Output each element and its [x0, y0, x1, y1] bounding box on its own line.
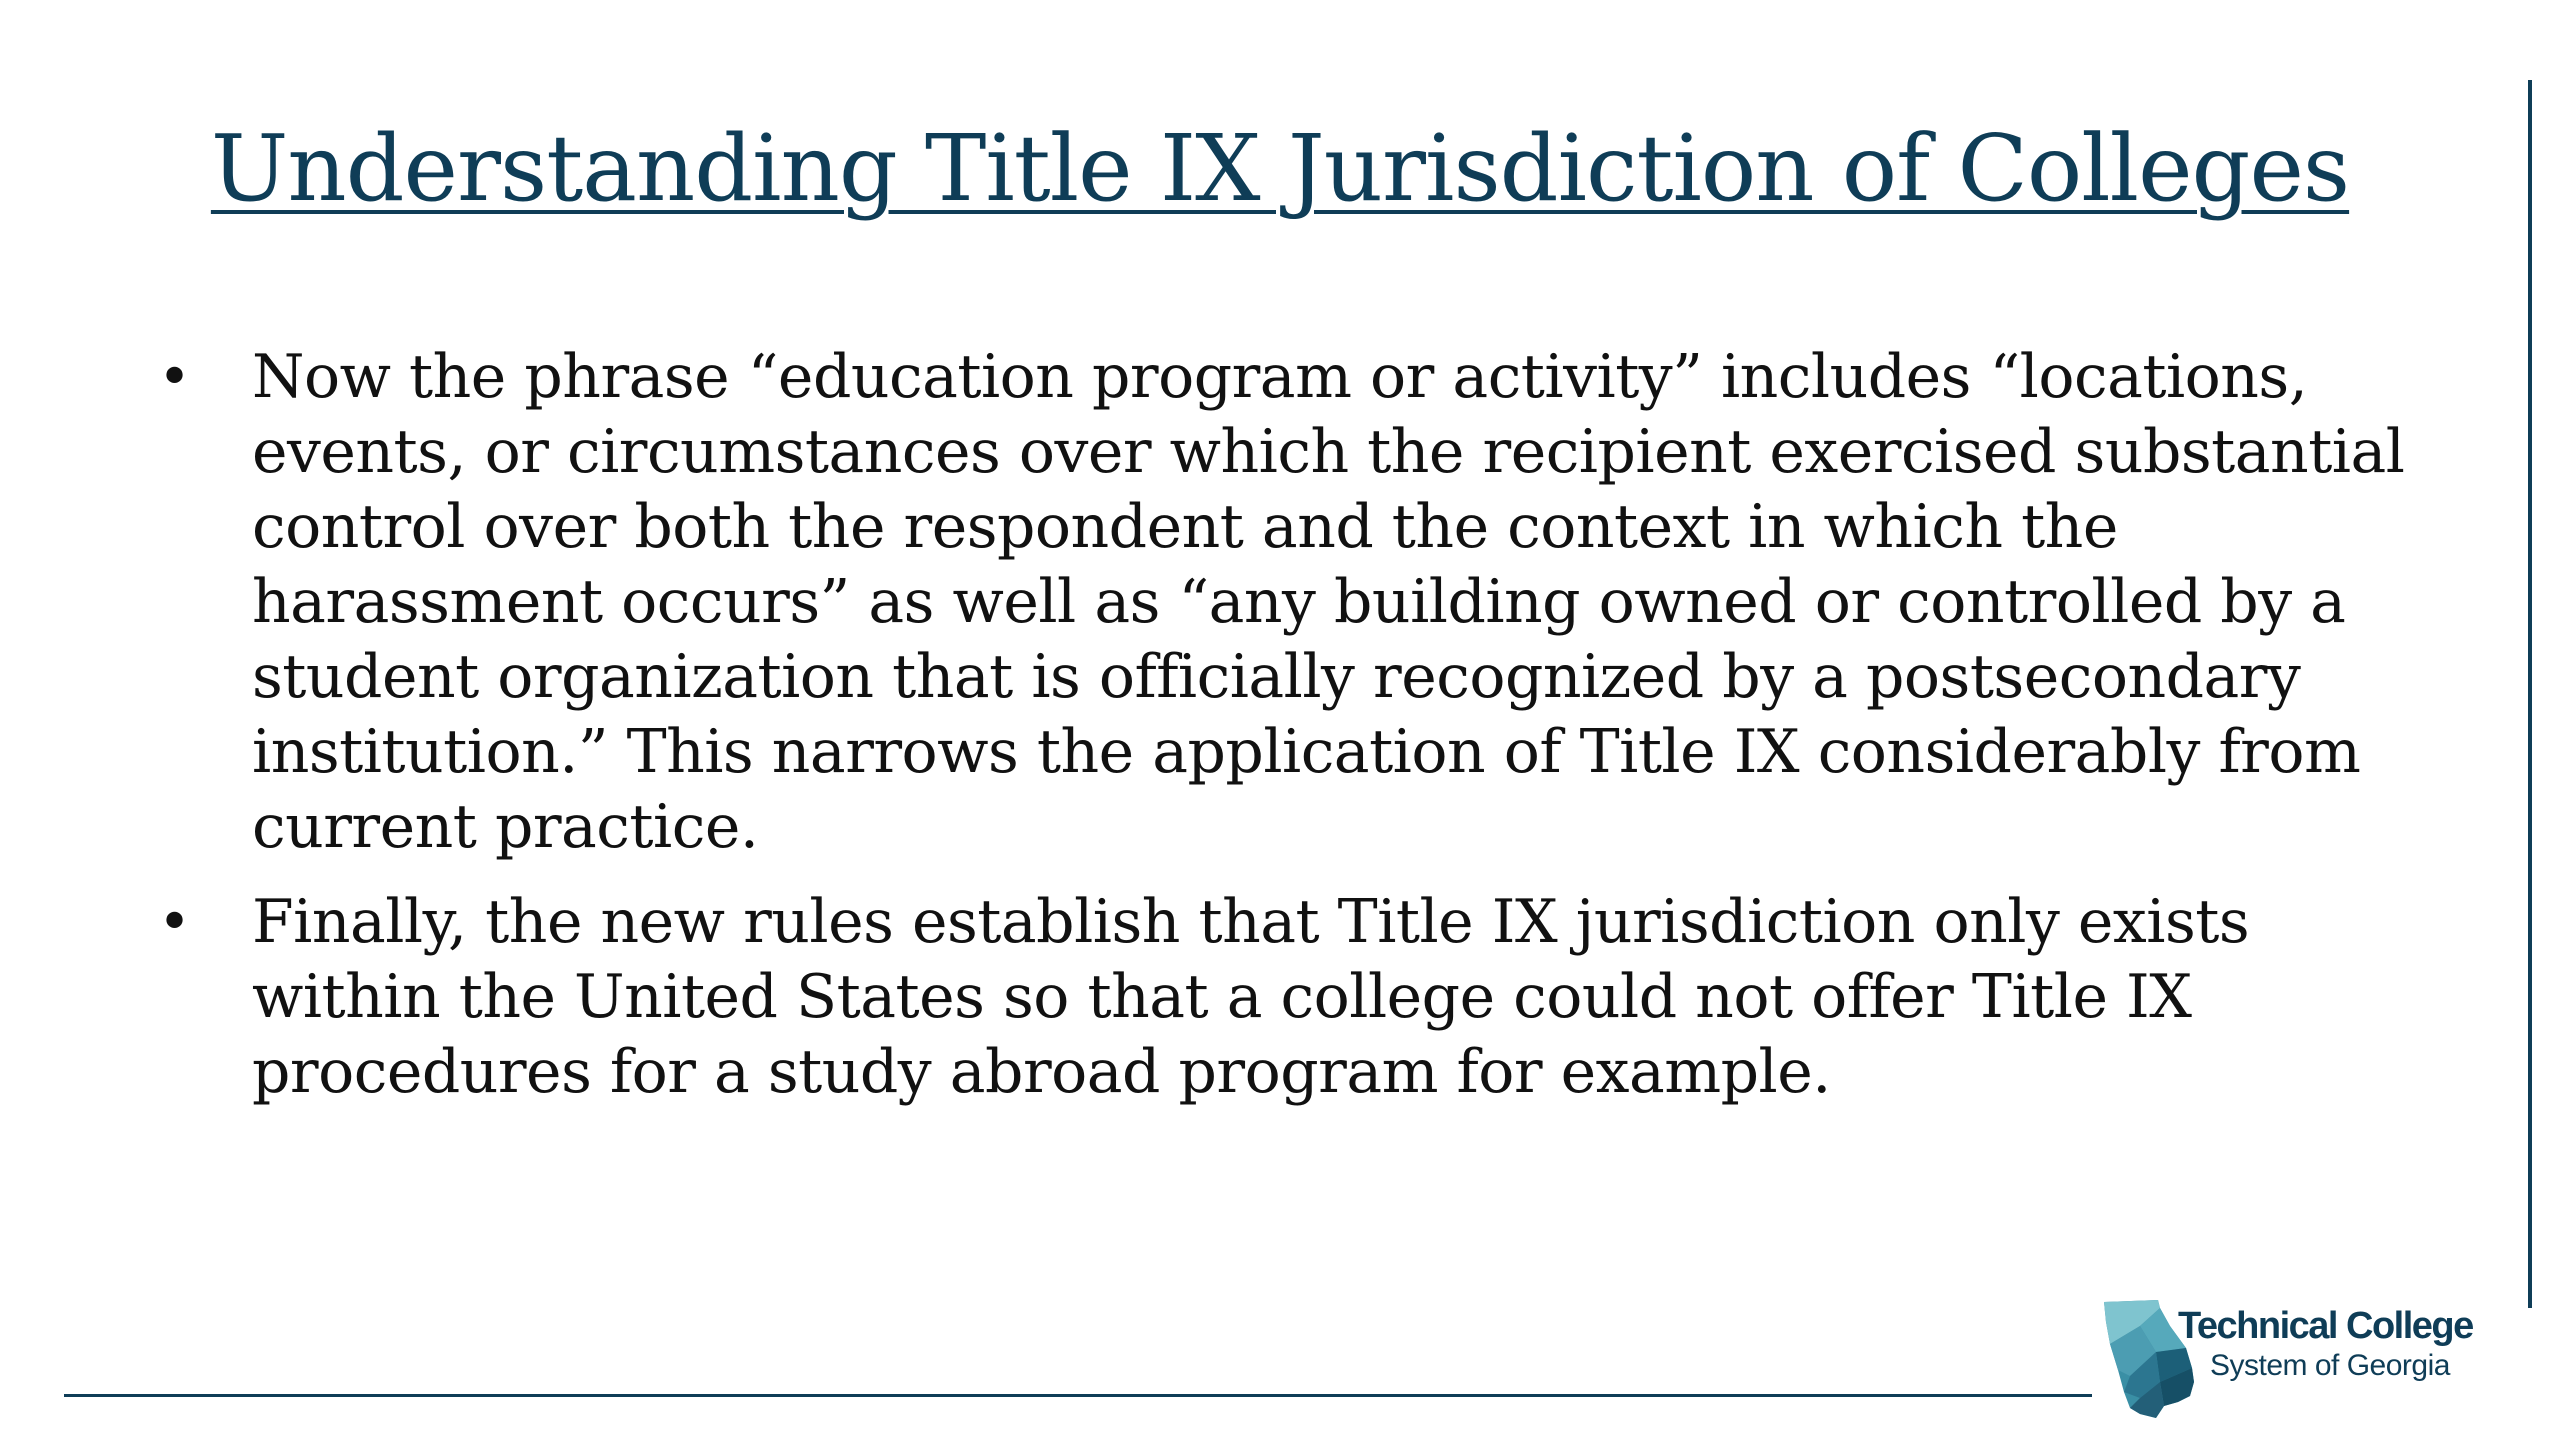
bullet-marker: • — [158, 345, 191, 410]
slide-title: Understanding Title IX Jurisdiction of Colleges — [210, 115, 2350, 222]
bullet-text: Finally, the new rules establish that Title IX jurisdiction only exists within the United States so that a college could not offer Title IX procedures for a study abroad program for example. — [252, 887, 2250, 1107]
logo-name: Technical College — [2178, 1305, 2473, 1347]
organization-logo — [2100, 1296, 2540, 1420]
bullet-item — [150, 885, 2420, 1110]
logo-subtitle: System of Georgia — [2210, 1349, 2450, 1382]
bullet-text: Now the phrase “education program or activity” includes “locations, events, or circumstances over which the recipient exercised substantial control over both the respondent and the context in which the harassment occurs” as well as “any building owned or controlled by a student organization that is officially recognized by a postsecondary institution.” This narrows the application of Title IX considerably from current practice. — [252, 342, 2405, 862]
right-vertical-rule — [2528, 80, 2532, 1308]
bullet-item — [150, 340, 2420, 865]
bottom-horizontal-rule — [64, 1394, 2092, 1397]
bullet-marker: • — [158, 890, 191, 955]
bullet-list — [150, 340, 2420, 1130]
